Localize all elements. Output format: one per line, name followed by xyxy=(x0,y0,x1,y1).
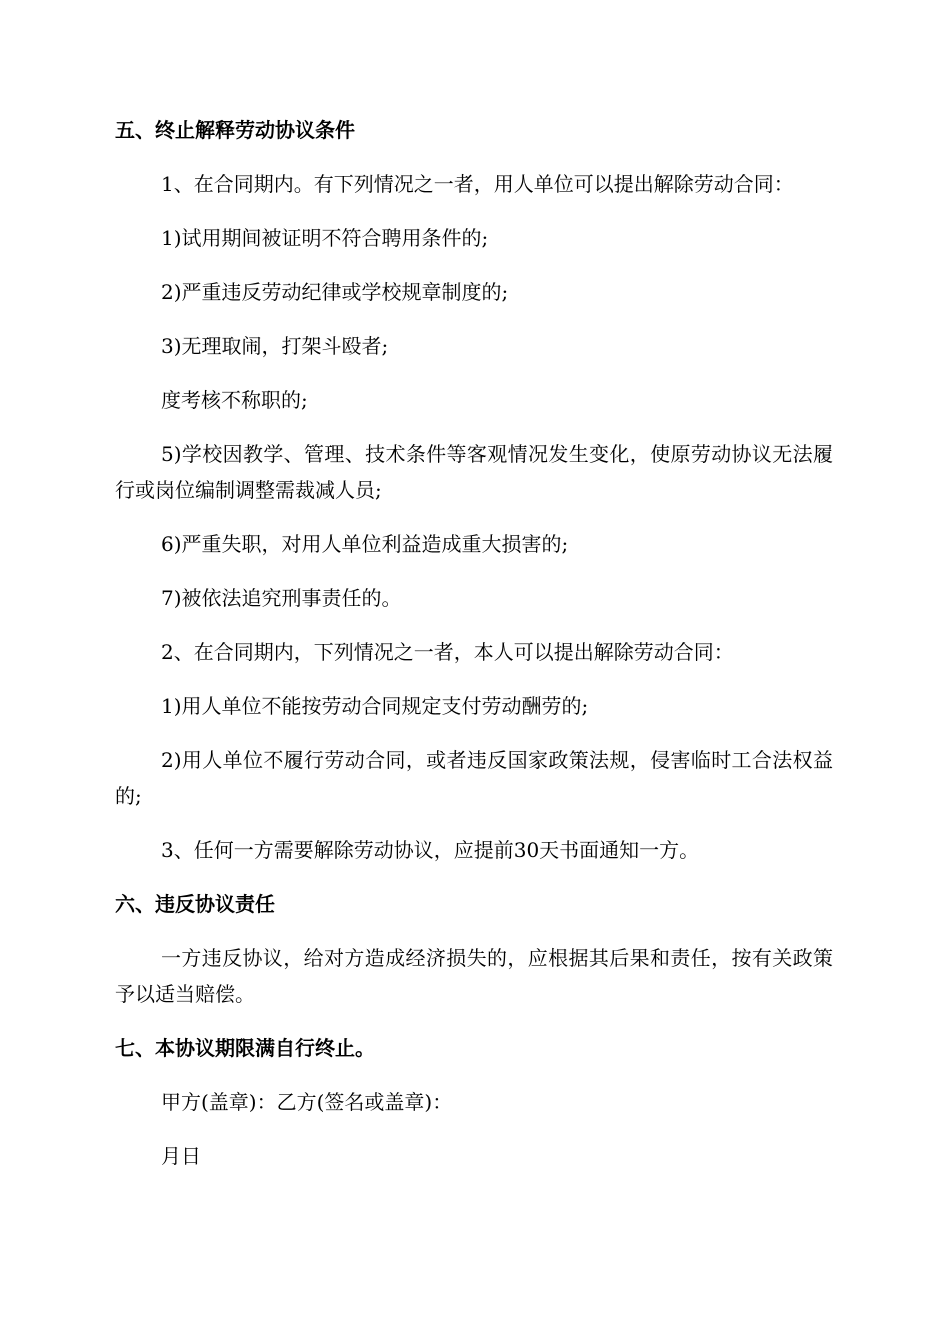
liability-paragraph: 一方违反协议，给对方造成经济损失的，应根据其后果和责任，按有关政策予以适当赔偿。 xyxy=(115,946,833,1006)
clause-1-item-7: 7)被依法追究刑事责任的。 xyxy=(161,586,402,610)
clause-2: 2、在合同期内，下列情况之一者，本人可以提出解除劳动合同： xyxy=(161,640,734,664)
signature-line: 甲方(盖章)：乙方(签名或盖章)： xyxy=(161,1090,453,1114)
document-body xyxy=(115,112,833,1192)
clause-1-item-2: 2)严重违反劳动纪律或学校规章制度的; xyxy=(161,280,509,304)
clause-3: 3、任何一方需要解除劳动协议，应提前30天书面通知一方。 xyxy=(161,838,700,862)
clause-1-item-6: 6)严重失职，对用人单位利益造成重大损害的; xyxy=(161,532,569,556)
date-line: 月日 xyxy=(161,1144,201,1168)
clause-2-item-2: 2)用人单位不履行劳动合同，或者违反国家政策法规，侵害临时工合法权益的; xyxy=(115,748,833,808)
section-heading-7: 七、本协议期限满自行终止。 xyxy=(115,1036,375,1060)
section-heading-5: 五、终止解释劳动协议条件 xyxy=(115,118,355,142)
clause-1-item-3: 3)无理取闹，打架斗殴者; xyxy=(161,334,389,358)
clause-1-item-1: 1)试用期间被证明不符合聘用条件的; xyxy=(161,226,489,250)
clause-2-item-1: 1)用人单位不能按劳动合同规定支付劳动酬劳的; xyxy=(161,694,589,718)
section-heading-6: 六、违反协议责任 xyxy=(115,892,275,916)
clause-1-item-5: 5)学校因教学、管理、技术条件等客观情况发生变化，使原劳动协议无法履行或岗位编制调整需裁减人员; xyxy=(115,442,833,502)
clause-1-item-4: 度考核不称职的; xyxy=(161,388,308,412)
clause-1: 1、在合同期内。有下列情况之一者，用人单位可以提出解除劳动合同： xyxy=(161,172,794,196)
